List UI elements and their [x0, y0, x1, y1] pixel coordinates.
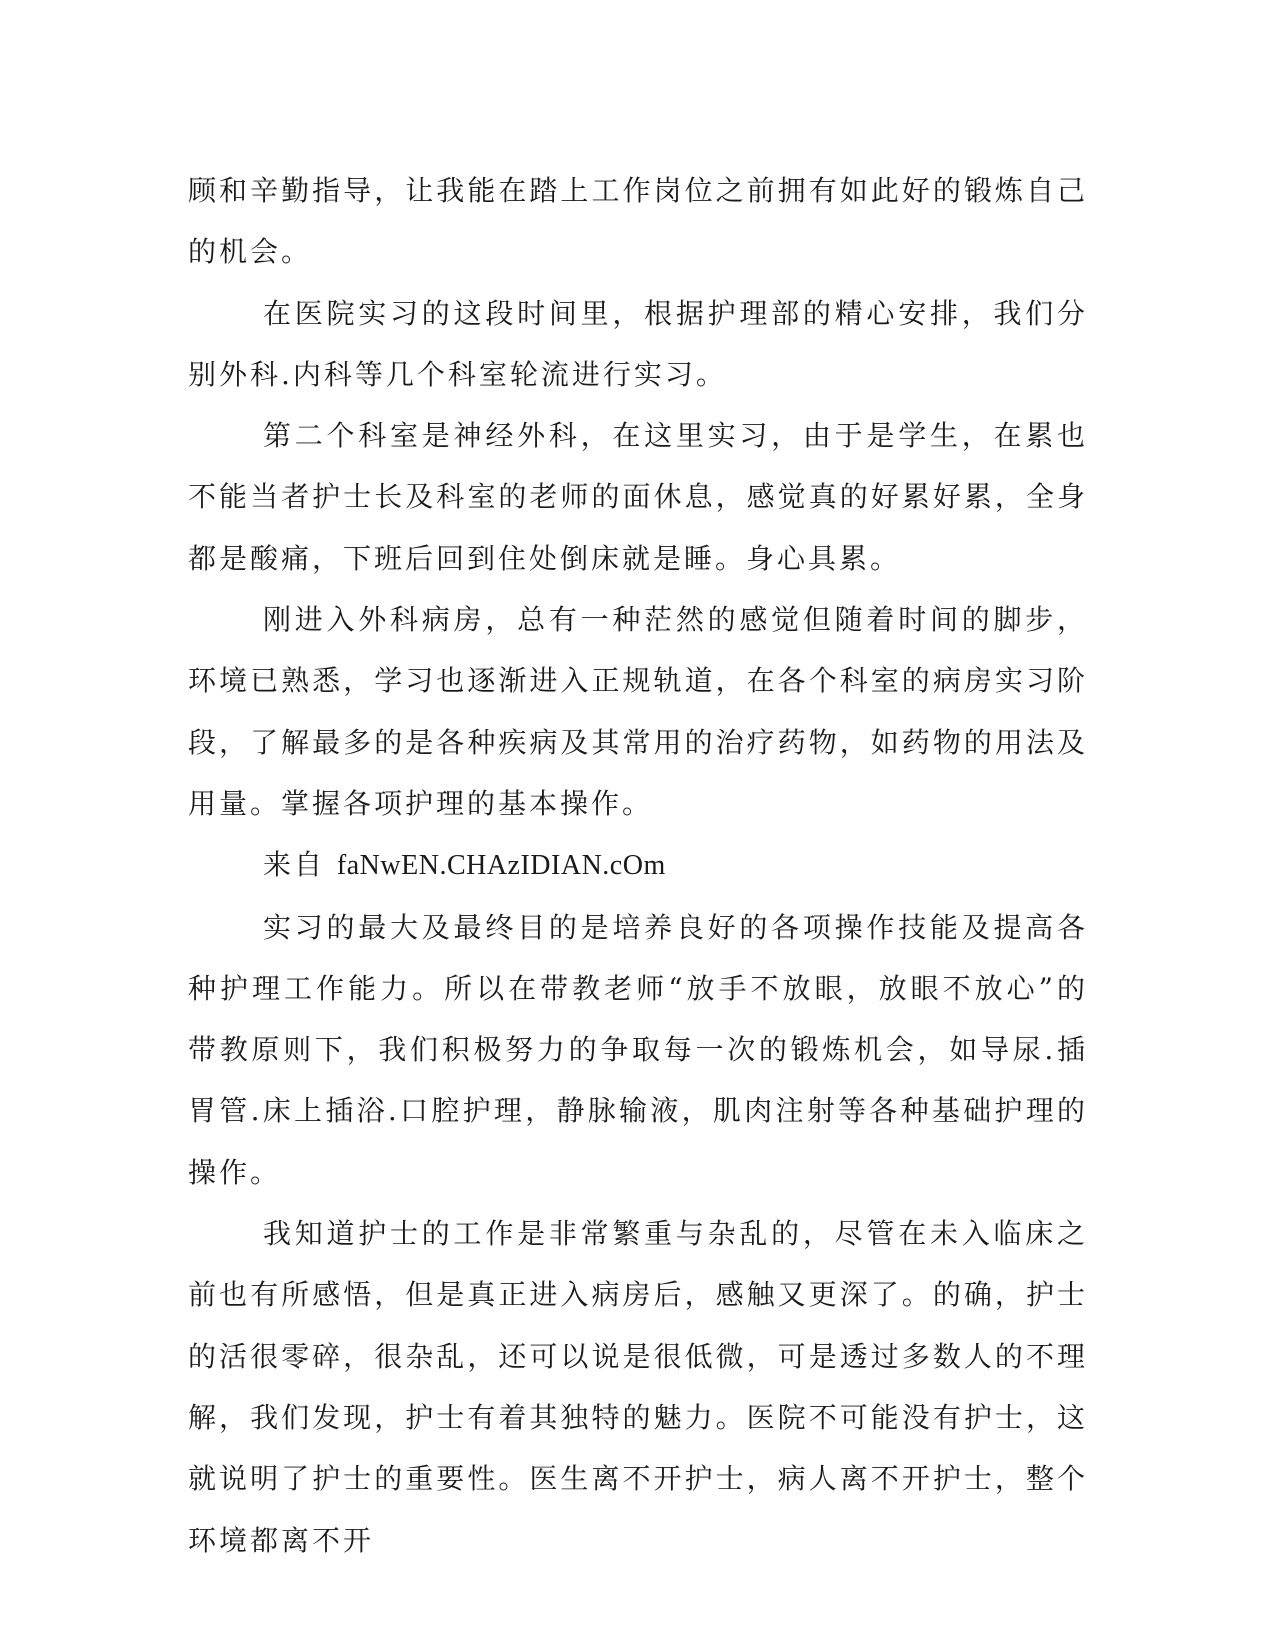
paragraph-3: 第二个科室是神经外科，在这里实习，由于是学生，在累也不能当者护士长及科室的老师的面休息，感觉真的好累好累，全身都是酸痛，下班后回到住处倒床就是睡。身心具累。	[188, 419, 1088, 575]
paragraph-1: 顾和辛勤指导，让我能在踏上工作岗位之前拥有如此好的锻炼自己的机会。	[188, 174, 1088, 269]
source-url: faNwEN.CHAzIDIAN.cOm	[336, 850, 666, 882]
source-prefix: 来自	[263, 848, 326, 882]
paragraph-4: 刚进入外科病房，总有一种茫然的感觉但随着时间的脚步，环境已熟悉，学习也逐渐进入正规轨道，在各个科室的病房实习阶段，了解最多的是各种疾病及其常用的治疗药物，如药物的用法及用量。掌握各项护理的基本操作。	[188, 603, 1088, 820]
paragraph-6: 我知道护士的工作是非常繁重与杂乱的，尽管在未入临床之前也有所感悟，但是真正进入病房后，感触又更深了。的确，护士的活很零碎，很杂乱，还可以说是很低微，可是透过多数人的不理解，我们发现，护士有着其独特的魅力。医院不可能没有护士，这就说明了护士的重要性。医生离不开护士，病人离不开护士，整个环境都离不开	[188, 1217, 1088, 1557]
document-body	[188, 160, 1088, 1571]
source-line	[188, 834, 1088, 896]
paragraph-5: 实习的最大及最终目的是培养良好的各项操作技能及提高各种护理工作能力。所以在带教老师“放手不放眼，放眼不放心”的带教原则下，我们积极努力的争取每一次的锻炼机会，如导尿.插胃管.床上插浴.口腔护理，静脉输液，肌肉注射等各种基础护理的操作。	[188, 910, 1088, 1189]
paragraph-2: 在医院实习的这段时间里，根据护理部的精心安排，我们分别外科.内科等几个科室轮流进行实习。	[188, 296, 1088, 391]
